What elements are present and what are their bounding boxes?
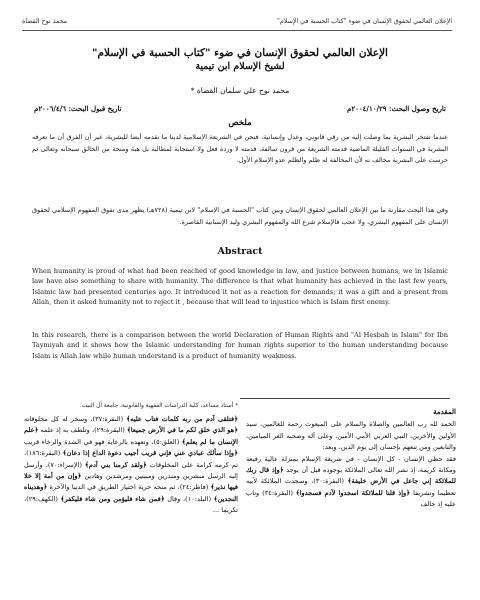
accepted-date: تاريخ قبول البحث: ٢٠٠٦/٤/٦م — [34, 104, 122, 113]
quran-verse: ﴿وإن من أمة إلا خلا فيها نذير﴾ — [24, 472, 238, 492]
english-abstract-paragraph-2: In this research, there is a comparison between the world Declaration of Human Rights and "Al Hesbah in Islam" for Ibn Taymiyah and it shows how the Islamic understanding for human rights superior to the human understanding because Islam is Allah law while human understand is a product of humanity weakness. — [32, 331, 448, 360]
running-header — [22, 18, 452, 25]
paper-title-line1: الإعلان العالمي لحقوق الإنسان في ضوء "كتاب الحسبة في الإسلام" — [92, 47, 388, 59]
paper-title — [30, 46, 450, 74]
continuation-paragraph — [24, 414, 238, 517]
introduction-paragraph-2 — [246, 454, 456, 511]
quran-verse: ﴿فمن شاء فليؤمن ومن شاء فليكفر﴾ — [60, 494, 165, 503]
introduction-paragraph-1: الحمد لله رب العالمين والصلاة والسلام على المبعوث رحمة للعالمين، سيد الأولين والآخرين، النبي العربي الأمي الأمين، وعلى آله وصحبه الغر الميامين، والتابعين ومن تبعهم بإحسان إلى يوم الدين، وبعد: — [246, 420, 456, 452]
arabic-abstract-paragraph-2: وفي هذا البحث مقارنة ما بين الإعلان العالمي لحقوق الإنسان وبين كتاب "الحسبة في الإسلام" لابن تيمية (٧٢٨هـ) يظهر مدى تفوق المفهوم الإسلامي لحقوق الإنسان على المفهوم البشري، ولا عجب فالإسلام شرع الله والمفهوم البشري وليد الإنسانية القاصرة. — [32, 206, 449, 226]
continuation-text: (البلد:١٠)، وقال — [167, 494, 212, 503]
quran-verse: ﴿فتلقى آدم من ربه كلمات فتاب عليه﴾ — [126, 415, 238, 423]
author-name: محمد نوح علي سلمان القضاة * — [190, 86, 290, 95]
quran-verse: ﴿وإذ قلنا للملائكة اسجدوا لآدم فسجدوا﴾ — [295, 488, 411, 497]
continuation-text: (البقرة:٣٧)، وسخر له كل مخلوقاته — [24, 415, 124, 423]
quran-verse: ﴿وهديناه النجدين﴾ — [24, 483, 238, 503]
running-header-title: الإعلان العالمي لحقوق الإنسان في ضوء "كتاب الحسبة في الإسلام" — [277, 18, 452, 25]
introduction-column — [246, 406, 456, 592]
footnote-rule — [240, 398, 450, 399]
arabic-abstract-paragraph-1: عندما تفتخر البشرية بما وصلت إليه من رقي قانوني، وعدل وإنسانية، فنحن في الشريعة الإسلامية لدينا ما نقدمه أيضا للبشرية، غير أن الفرق أن ما تعرفه البشرية في السنوات القليلة الماضية قدمته الشريعة من قرون سالفة، قدمته لا وردة فعل ولا استجابة لمطالبة بل هبة ومنحة من الخالق سبحانه وتعالى ثم حرست على البشرية مخالف نه لأن المخالفة له ظلم والظلم عدو الإسلام الأول. — [32, 133, 448, 164]
continuation-text: (فاطر:٢٤)، ثم منحه حرية اختيار الطريق في الدنيا والآخرة — [49, 483, 209, 492]
english-abstract-paragraph-1: When humanity is proud of what had been reached of good knowledge in law, and justice between humans, we in Islamic law have also something to share with humanity. The difference is that what humanity has achieved in the last few years, Islamic law had presented centuries ago. It introduced it not as a reaction for demands; it was a gift and a present from Allah, then it asked humanity not to reject it , because that will lead to injustice which is Islam first enemy. — [32, 267, 448, 307]
intro-text-a: فقد حظي الإنسان - كل الإنسان - في شريعة الإسلام بمنزلة عالية رفيعة ومكانة كريمة، إذ نشر الله تعالى الملائكة بوجوده قبل أن يوجد — [246, 454, 456, 475]
quran-verse: ﴿وإذ قال ربك للملائكة إني جاعل في الأرض خليفة﴾ — [246, 466, 456, 486]
intro-text-c: (البقرة:٣٤) وتاب عليه إذ خالف — [246, 488, 456, 509]
quran-verse: ﴿هو الذي خلق لكم ما في الأرض جميعا﴾ — [126, 426, 238, 435]
header-rule — [22, 30, 452, 31]
continuation-text: (الكهف:٢٩)، تكريما ... — [24, 494, 238, 515]
running-header-author: محمد نوح القضاة — [22, 18, 67, 25]
continuation-text: (البقرة:١٨٦)، ثم كرمه كرامة على المخلوقات — [24, 449, 238, 469]
quran-verse: ﴿وإذا سألك عبادي عني فإني قريب أجيب دعوة الداع إذا دعان﴾ — [62, 449, 238, 458]
paper-title-line2: لشيخ الإسلام ابن تيمية — [195, 61, 285, 72]
continuation-text: (العلق:٥)، وتعهده بالرعاية فهو في الشدة والرخاء قريب — [24, 437, 180, 446]
received-date: تاريخ وصول البحث: ٢٠٠٤/١٠/٢٩م — [347, 104, 446, 113]
continuation-text: (البقرة:٢٩)، وتلطف به إذ علمه — [40, 426, 125, 435]
quran-verse: ﴿علم الإنسان ما لم يعلم﴾ — [24, 426, 238, 446]
quran-verse: ﴿ولقد كرمنا بني آدم﴾ — [85, 460, 147, 469]
arabic-abstract-heading: ملخص — [228, 118, 252, 128]
intro-text-b: (البقرة:٣٠)، وسجدت الملائكة لأبيه تعظيما وتشريفا — [246, 477, 456, 497]
continuation-column — [24, 402, 238, 592]
introduction-heading: المقدمة — [433, 407, 456, 416]
continuation-text: (الإسراء:٧٠)، وأرسل إليه الرسل مبشرين ومنذرين ومبينين ومرشدين وهادين — [24, 460, 238, 481]
author-footnote: * أستاذ مساعد، كلية الدراسات الفقهية والقانونية، جامعة آل البيت. — [79, 403, 238, 409]
english-abstract-heading: Abstract — [217, 246, 263, 257]
dates-row — [34, 104, 446, 113]
